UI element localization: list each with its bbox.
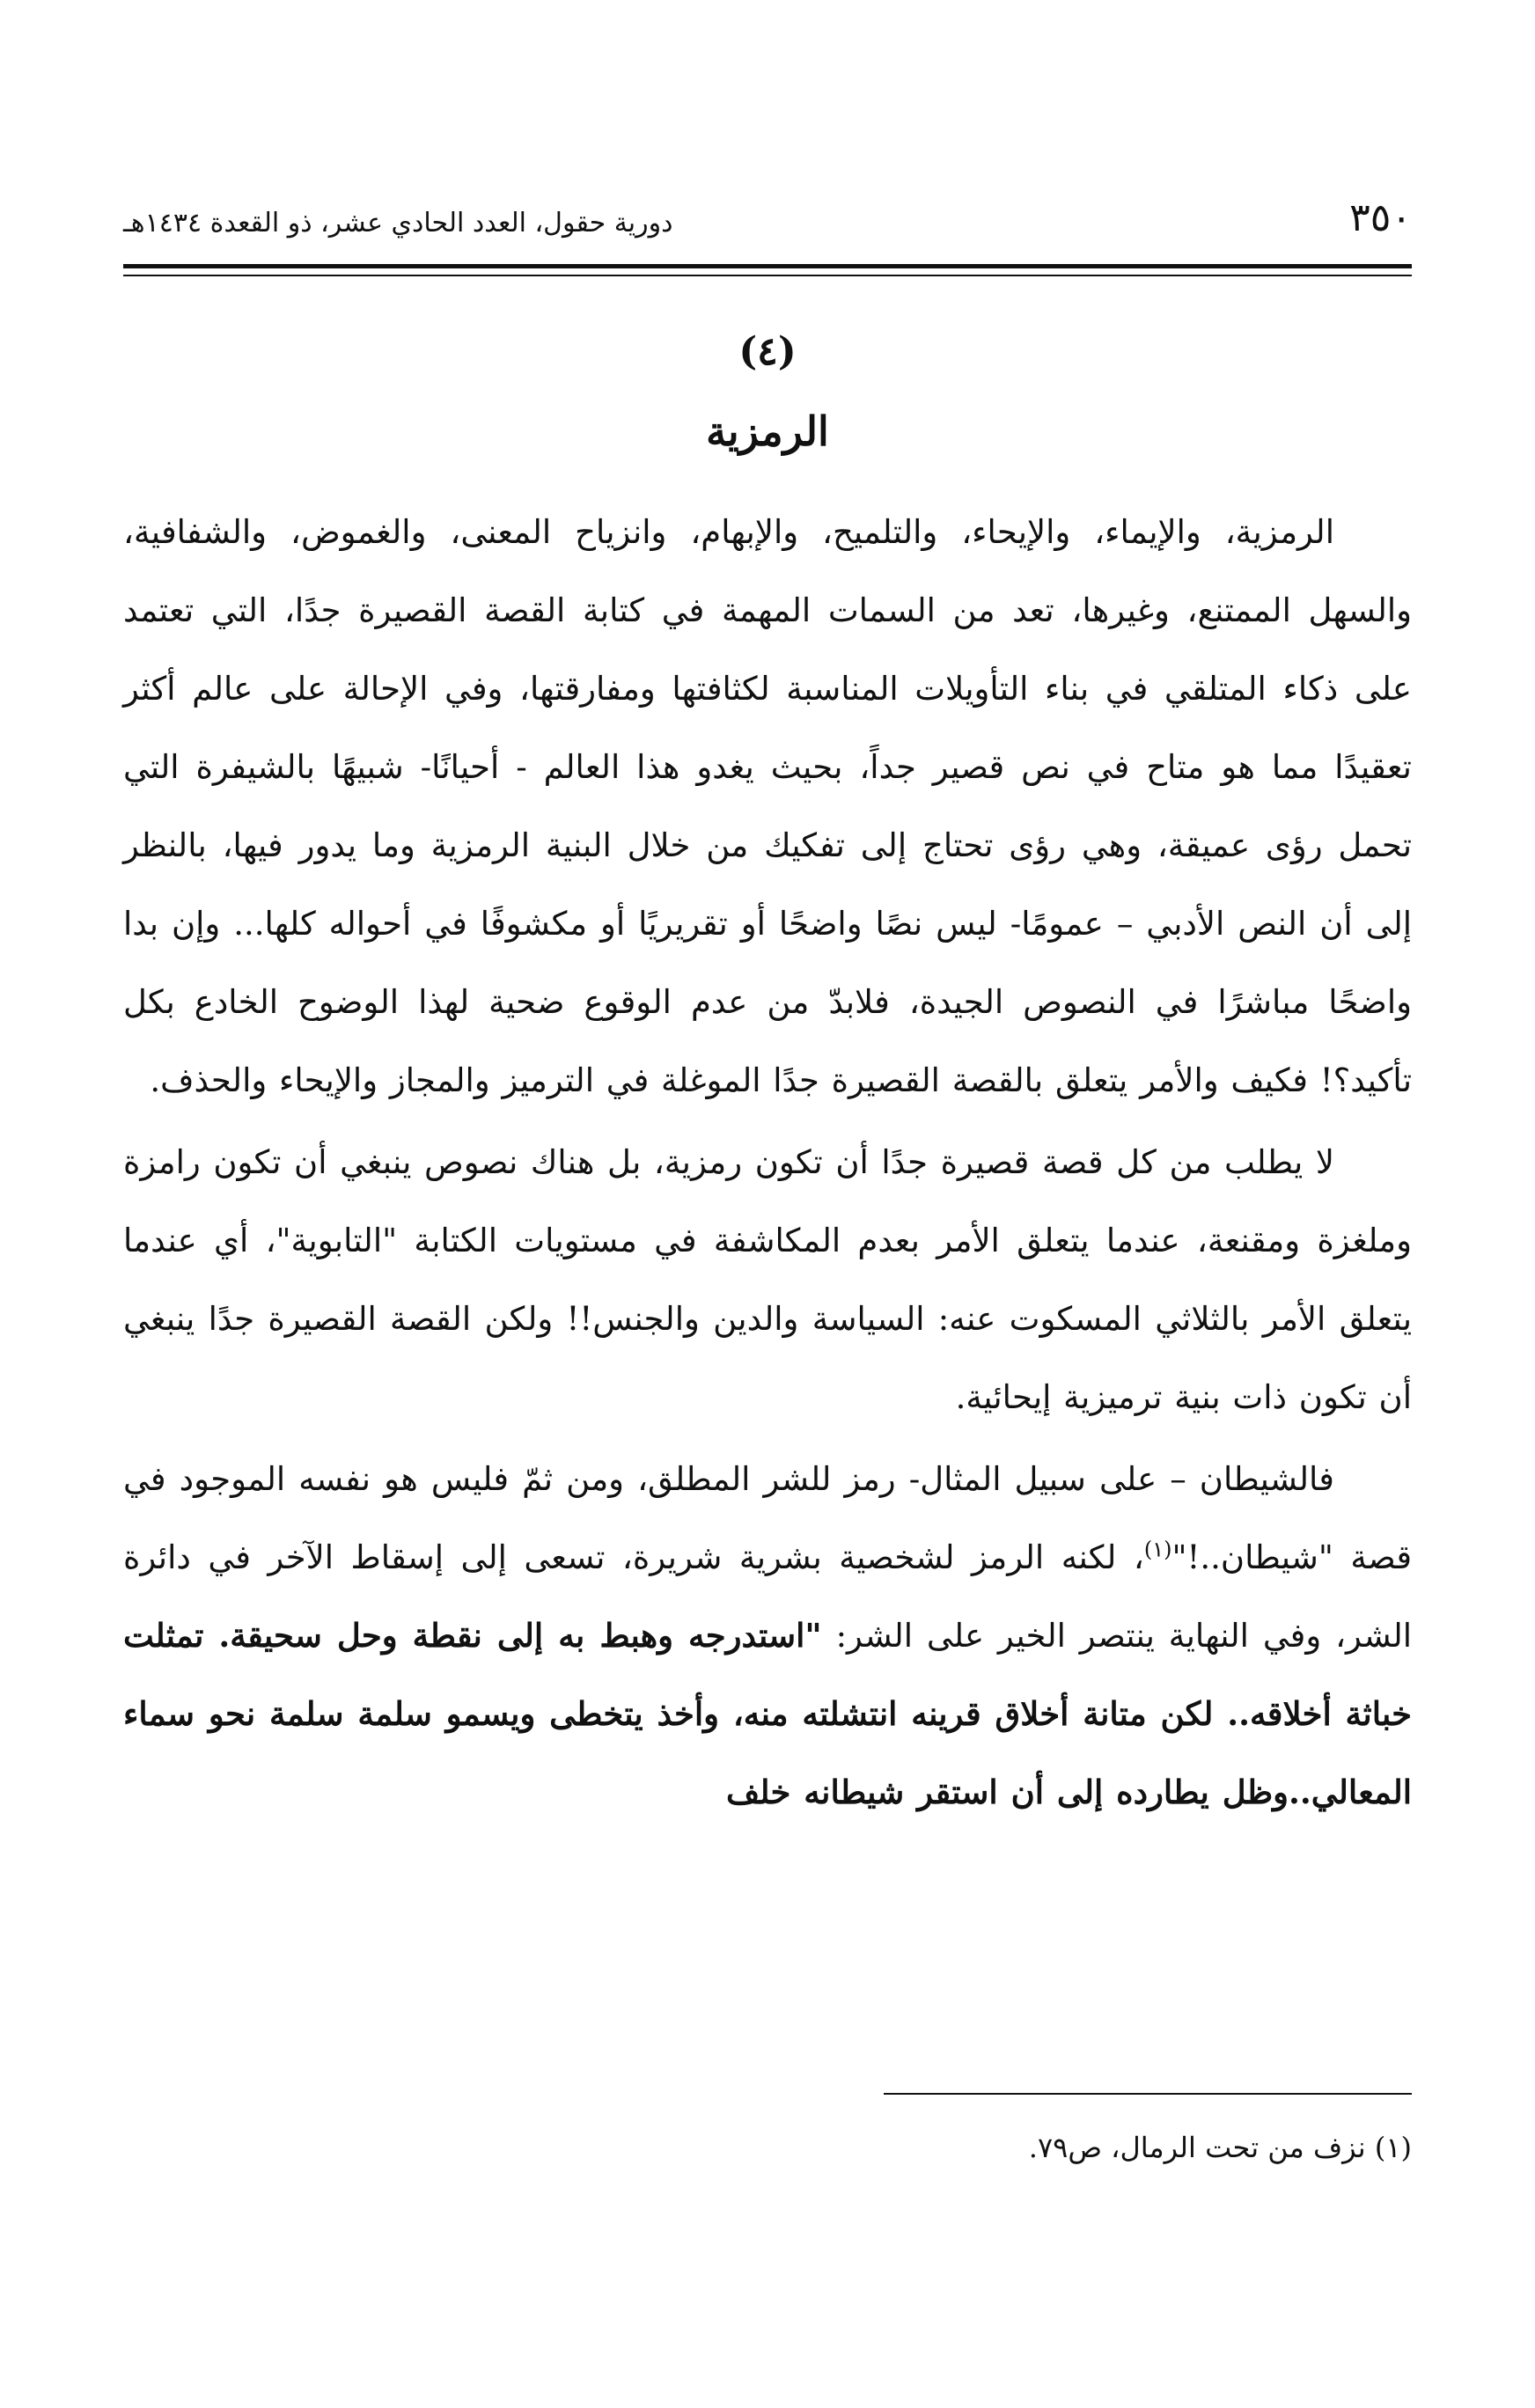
paragraph-3-start: فالشيطان – على سبيل المثال- رمز للشر المطلق، ومن ثمّ فليس هو نفسه الموجود في قصة "شيطان..!" (123, 1460, 1413, 1576)
header-rule-thin (123, 275, 1412, 276)
section-title: الرمزية (706, 407, 829, 455)
section-number: (٤) (738, 329, 797, 374)
journal-title: دورية حقول، العدد الحادي عشر، ذو القعدة ١٤٣٤هـ (123, 208, 673, 239)
paragraph-3 (123, 1440, 1412, 1832)
paragraph-3-middle: ، لكنه الرمز لشخصية بشرية شريرة، تسعى إلى إسقاط الآخر في دائرة الشر، وفي النهاية ينتصر الخير على الشر: (123, 1538, 1413, 1655)
footnote: (١) نزف من تحت الرمال، ص٧٩. (1028, 2131, 1412, 2164)
paragraph-1: الرمزية، والإيماء، والإيحاء، والتلميح، والإبهام، وانزياح المعنى، والغموض، والشفافية، والسهل الممتنع، وغيرها، تعد من السمات المهمة في كتابة القصة القصيرة جدًا، التي تعتمد على ذكاء المتلقي في بناء التأويلات المناسبة لكثافتها ومفارقتها، وفي الإحالة على عالم أكثر تعقيدًا مما هو متاح في نص قصير جداً، بحيث يغدو هذا العالم - أحيانًا- شبيهًا بالشيفرة التي تحمل رؤى عميقة، وهي رؤى تحتاج إلى تفكيك من خلال البنية الرمزية وما يدور فيها، بالنظر إلى أن النص الأدبي – عمومًا- ليس نصًا واضحًا أو تقريريًا أو مكشوفًا في أحواله كلها... وإن بدا واضحًا مباشرًا في النصوص الجيدة، فلابدّ من عدم الوقوع ضحية لهذا الوضوح الخادع بكل تأكيد؟! فكيف والأمر يتعلق بالقصة القصيرة جدًا الموغلة في الترميز والمجاز والإيحاء والحذف. (123, 513, 1412, 1099)
paragraph-2: لا يطلب من كل قصة قصيرة جدًا أن تكون رمزية، بل هناك نصوص ينبغي أن تكون رامزة وملغزة ومقنعة، عندما يتعلق الأمر بعدم المكاشفة في مستويات الكتابة "التابوية"، أي عندما يتعلق الأمر بالثلاثي المسكوت عنه: السياسة والدين والجنس!! ولكن القصة القصيرة جدًا ينبغي أن تكون ذات بنية ترميزية إيحائية. (123, 1143, 1412, 1416)
footnote-rule (884, 2093, 1412, 2095)
running-header (123, 192, 1412, 262)
paragraph-3-quote: "استدرجه وهبط به إلى نقطة وحل سحيقة. تمثلت خباثة أخلاقه.. لكن متانة أخلاق قرينه انتشلته منه، وأخذ يتخطى ويسمو سلمة سلمة نحو سماء المعالي..وظل يطارده إلى أن استقر شيطانه خلف (123, 1616, 1412, 1811)
header-rule-thick (123, 264, 1412, 268)
body-text (123, 493, 1412, 1832)
page-number: ٣٥٠ (1349, 195, 1412, 240)
footnote-reference[interactable]: (١) (1143, 1537, 1172, 1562)
